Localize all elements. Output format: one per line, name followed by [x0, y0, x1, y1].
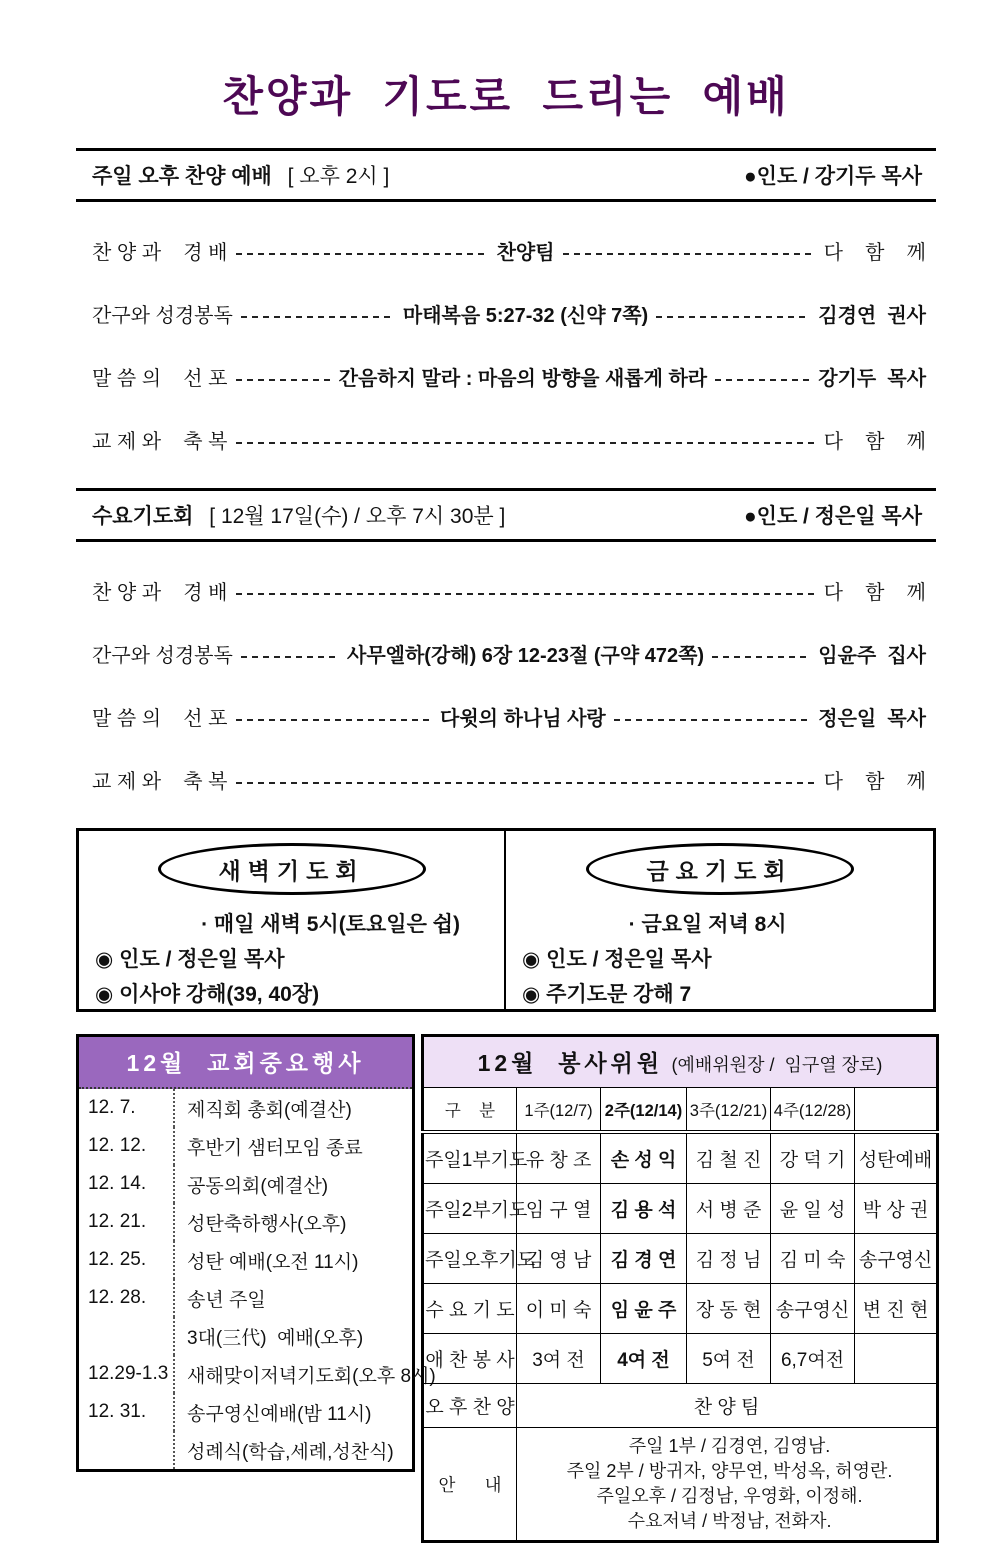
- event-date: 12. 7.: [79, 1089, 175, 1127]
- row-label: 애 찬 봉 사: [423, 1334, 517, 1384]
- table-cell: 손 성 익: [601, 1132, 687, 1184]
- event-desc: 공동의회(예결산): [187, 1175, 329, 1197]
- row-label: 주일오후기도: [423, 1234, 517, 1284]
- order-label: 간구와 성경봉독: [92, 305, 233, 327]
- sunday-afternoon-service-header: [76, 148, 936, 202]
- notice-line: 주일 2부 / 방귀자, 양무연, 박성옥, 허영란.: [566, 1461, 893, 1481]
- bulletin-page: [76, 64, 936, 1543]
- event-date: [79, 1431, 175, 1469]
- table-cell: [855, 1334, 938, 1384]
- order-item: 간음하지 말라 : 마음의 방향을 새롭게 하라: [338, 368, 708, 390]
- dash-line: [715, 379, 810, 381]
- event-desc: 성례식(학습,세례,성찬식): [187, 1441, 394, 1463]
- order-row: [92, 236, 926, 265]
- table-cell: 임 구 열: [517, 1184, 601, 1234]
- event-date: 12.29-1.3: [79, 1355, 175, 1393]
- row-label: 수 요 기 도: [423, 1284, 517, 1334]
- row-label: 주일1부기도: [423, 1132, 517, 1184]
- event-date: 12. 25.: [79, 1241, 175, 1279]
- dash-line: [236, 379, 331, 381]
- column-header: 2주(12/14): [601, 1088, 687, 1133]
- table-cell: 장 동 현: [687, 1284, 771, 1334]
- service-time: [ 오후 2시 ]: [287, 165, 390, 188]
- table-row: [423, 1234, 938, 1284]
- friday-prayer-oval-title: 금요기도회: [586, 843, 854, 895]
- table-row: [79, 1203, 412, 1241]
- dash-line: [236, 253, 489, 255]
- order-item: 사무엘하(강해) 6장 12-23절 (구약 472쪽): [347, 645, 705, 667]
- table-cell: 임 윤 주: [601, 1284, 687, 1334]
- table-cell: 성탄예배: [855, 1132, 938, 1184]
- table-cell: 이 미 숙: [517, 1284, 601, 1334]
- event-desc: 제직회 총회(예결산): [187, 1099, 352, 1121]
- friday-prayer-leader: ◉ 인도 / 정은일 목사: [522, 948, 712, 971]
- order-performer: 김경연 권사: [818, 305, 926, 327]
- bottom-tables: [76, 1034, 936, 1543]
- order-performer: 강기두 목사: [818, 368, 927, 390]
- order-label: 찬 양 과 경 배: [92, 582, 228, 604]
- dawn-prayer-oval-title: 새벽기도회: [158, 843, 426, 895]
- table-cell: 김 철 진: [687, 1132, 771, 1184]
- service-name-time: [92, 160, 389, 190]
- table-row: [79, 1089, 412, 1127]
- event-desc: 새해맞이저녁기도회(오후 8시): [187, 1365, 436, 1387]
- order-row: [92, 425, 926, 454]
- friday-prayer-time: · 금요일 저녁 8시: [628, 913, 787, 936]
- events-table: [76, 1034, 436, 1472]
- order-performer: 다 함 께: [823, 242, 927, 264]
- order-label: 교 제 와 축 복: [92, 771, 228, 793]
- dawn-prayer-box: [79, 831, 506, 1009]
- event-date: 12. 31.: [79, 1393, 175, 1431]
- table-row: [79, 1355, 436, 1393]
- page-title: 찬양과 기도로 드리는 예배: [222, 73, 790, 120]
- events-table-header: 12월 교회중요행사: [79, 1037, 412, 1089]
- dash-line: [712, 656, 810, 658]
- table-cell: 4여 전: [601, 1334, 687, 1384]
- dash-line: [241, 656, 339, 658]
- event-desc: 3대(三代) 예배(오후): [187, 1327, 364, 1349]
- event-date: 12. 14.: [79, 1165, 175, 1203]
- event-date: 12. 12.: [79, 1127, 175, 1165]
- order-label: 교 제 와 축 복: [92, 431, 228, 453]
- service-name-time: [92, 500, 505, 530]
- notice-cell: [517, 1428, 938, 1542]
- table-cell: 강 덕 기: [771, 1132, 855, 1184]
- table-row: [79, 1393, 412, 1431]
- table-cell: 변 진 현: [855, 1284, 938, 1334]
- table-row: [423, 1284, 938, 1334]
- table-row: [423, 1036, 938, 1088]
- event-desc: 송구영신예배(밤 11시): [187, 1403, 372, 1425]
- service-time: [ 12월 17일(수) / 오후 7시 30분 ]: [209, 505, 506, 528]
- event-desc: 후반기 샘터모임 종료: [187, 1137, 363, 1159]
- dash-line: [236, 719, 433, 721]
- event-date: [79, 1317, 175, 1355]
- order-row: [92, 299, 926, 328]
- order-label: 말 씀 의 선 포: [92, 708, 228, 730]
- notice-line: 주일 1부 / 김경연, 김영남.: [628, 1436, 831, 1456]
- dash-line: [241, 316, 395, 318]
- notice-line: 수요저녁 / 박정남, 전화자.: [627, 1511, 832, 1531]
- order-row: [92, 639, 926, 668]
- dash-line: [614, 719, 811, 721]
- table-row: [423, 1132, 938, 1184]
- table-row: [79, 1165, 412, 1203]
- column-header: 4주(12/28): [771, 1088, 855, 1133]
- roster-table: [421, 1034, 939, 1543]
- order-row: [92, 362, 926, 391]
- event-desc: 성탄축하행사(오후): [187, 1213, 347, 1235]
- table-cell: 3여 전: [517, 1334, 601, 1384]
- table-row: [423, 1428, 938, 1542]
- dawn-prayer-time: · 매일 새벽 5시(토요일은 쉽): [201, 913, 460, 936]
- order-item: 찬양팀: [496, 242, 555, 264]
- order-performer: 다 함 께: [823, 431, 926, 453]
- wednesday-prayer-header: [76, 488, 936, 542]
- column-header: 3주(12/21): [687, 1088, 771, 1133]
- table-cell: 송구영신: [771, 1284, 855, 1334]
- table-cell: 찬 양 팀: [517, 1384, 938, 1428]
- roster-column-headers: [423, 1088, 938, 1133]
- column-header: 구 분: [423, 1088, 517, 1133]
- table-row: [79, 1317, 412, 1355]
- table-row: [423, 1184, 938, 1234]
- table-cell: 김 미 숙: [771, 1234, 855, 1284]
- column-header: 1주(12/7): [517, 1088, 601, 1133]
- event-date: 12. 21.: [79, 1203, 175, 1241]
- table-row: [79, 1241, 412, 1279]
- order-performer: 정은일 목사: [818, 708, 926, 730]
- service-name: 수요기도회: [92, 505, 194, 528]
- table-cell: 김 정 님: [687, 1234, 771, 1284]
- row-label: 오 후 찬 양: [423, 1384, 517, 1428]
- event-date: 12. 28.: [79, 1279, 175, 1317]
- friday-prayer-topic: ◉ 주기도문 강해 7: [522, 983, 692, 1006]
- order-performer: 다 함 께: [823, 771, 926, 793]
- order-item: 마태복음 5:27-32 (신약 7쪽): [402, 305, 649, 327]
- row-label: 주일2부기도: [423, 1184, 517, 1234]
- dawn-prayer-topic: ◉ 이사야 강해(39, 40장): [95, 983, 320, 1006]
- service-name: 주일 오후 찬양 예배: [92, 165, 272, 188]
- dash-line: [563, 253, 816, 255]
- order-item: 다윗의 하나님 사랑: [440, 708, 606, 730]
- table-cell: 유 창 조: [517, 1132, 601, 1184]
- column-header: [855, 1088, 938, 1133]
- table-row: [79, 1431, 412, 1469]
- table-cell: 6,7여전: [771, 1334, 855, 1384]
- dash-line: [236, 782, 816, 784]
- table-cell: 5여 전: [687, 1334, 771, 1384]
- table-cell: 김 영 남: [517, 1234, 601, 1284]
- order-row: [92, 702, 926, 731]
- order-label: 찬 양 과 경 배: [92, 242, 228, 264]
- dash-line: [656, 316, 810, 318]
- table-row: [79, 1279, 412, 1317]
- notice-line: 주일오후 / 김정남, 우영화, 이정해.: [596, 1486, 863, 1506]
- event-desc: 성탄 예배(오전 11시): [187, 1251, 359, 1273]
- roster-table-header: [423, 1036, 938, 1088]
- order-label: 말 씀 의 선 포: [92, 368, 228, 390]
- sunday-afternoon-order: [76, 202, 936, 454]
- table-cell: 김 용 석: [601, 1184, 687, 1234]
- table-row: [79, 1127, 412, 1165]
- roster-title: 12월 봉사위원: [477, 1050, 664, 1076]
- dash-line: [236, 593, 816, 595]
- friday-prayer-box: [506, 831, 933, 1009]
- table-cell: 윤 일 성: [771, 1184, 855, 1234]
- table-row: [423, 1384, 938, 1428]
- row-label: 안 내: [423, 1428, 517, 1542]
- table-row: [423, 1334, 938, 1384]
- order-row: [92, 576, 926, 605]
- table-cell: 박 상 권: [855, 1184, 938, 1234]
- order-performer: 다 함 께: [823, 582, 926, 604]
- table-cell: 송구영신: [855, 1234, 938, 1284]
- order-label: 간구와 성경봉독: [92, 645, 233, 667]
- order-performer: 임윤주 집사: [818, 645, 926, 667]
- roster-subtitle: (예배위원장 / 임구열 장로): [671, 1055, 883, 1075]
- service-leader: ●인도 / 강기두 목사: [743, 165, 922, 188]
- table-cell: 김 경 연: [601, 1234, 687, 1284]
- service-leader: ●인도 / 정은일 목사: [743, 505, 922, 528]
- wednesday-prayer-order: [76, 542, 936, 794]
- dawn-prayer-leader: ◉ 인도 / 정은일 목사: [95, 948, 285, 971]
- prayer-meeting-boxes: [76, 828, 936, 1012]
- table-cell: 서 병 준: [687, 1184, 771, 1234]
- dash-line: [236, 442, 816, 444]
- event-desc: 송년 주일: [187, 1289, 266, 1311]
- order-row: [92, 765, 926, 794]
